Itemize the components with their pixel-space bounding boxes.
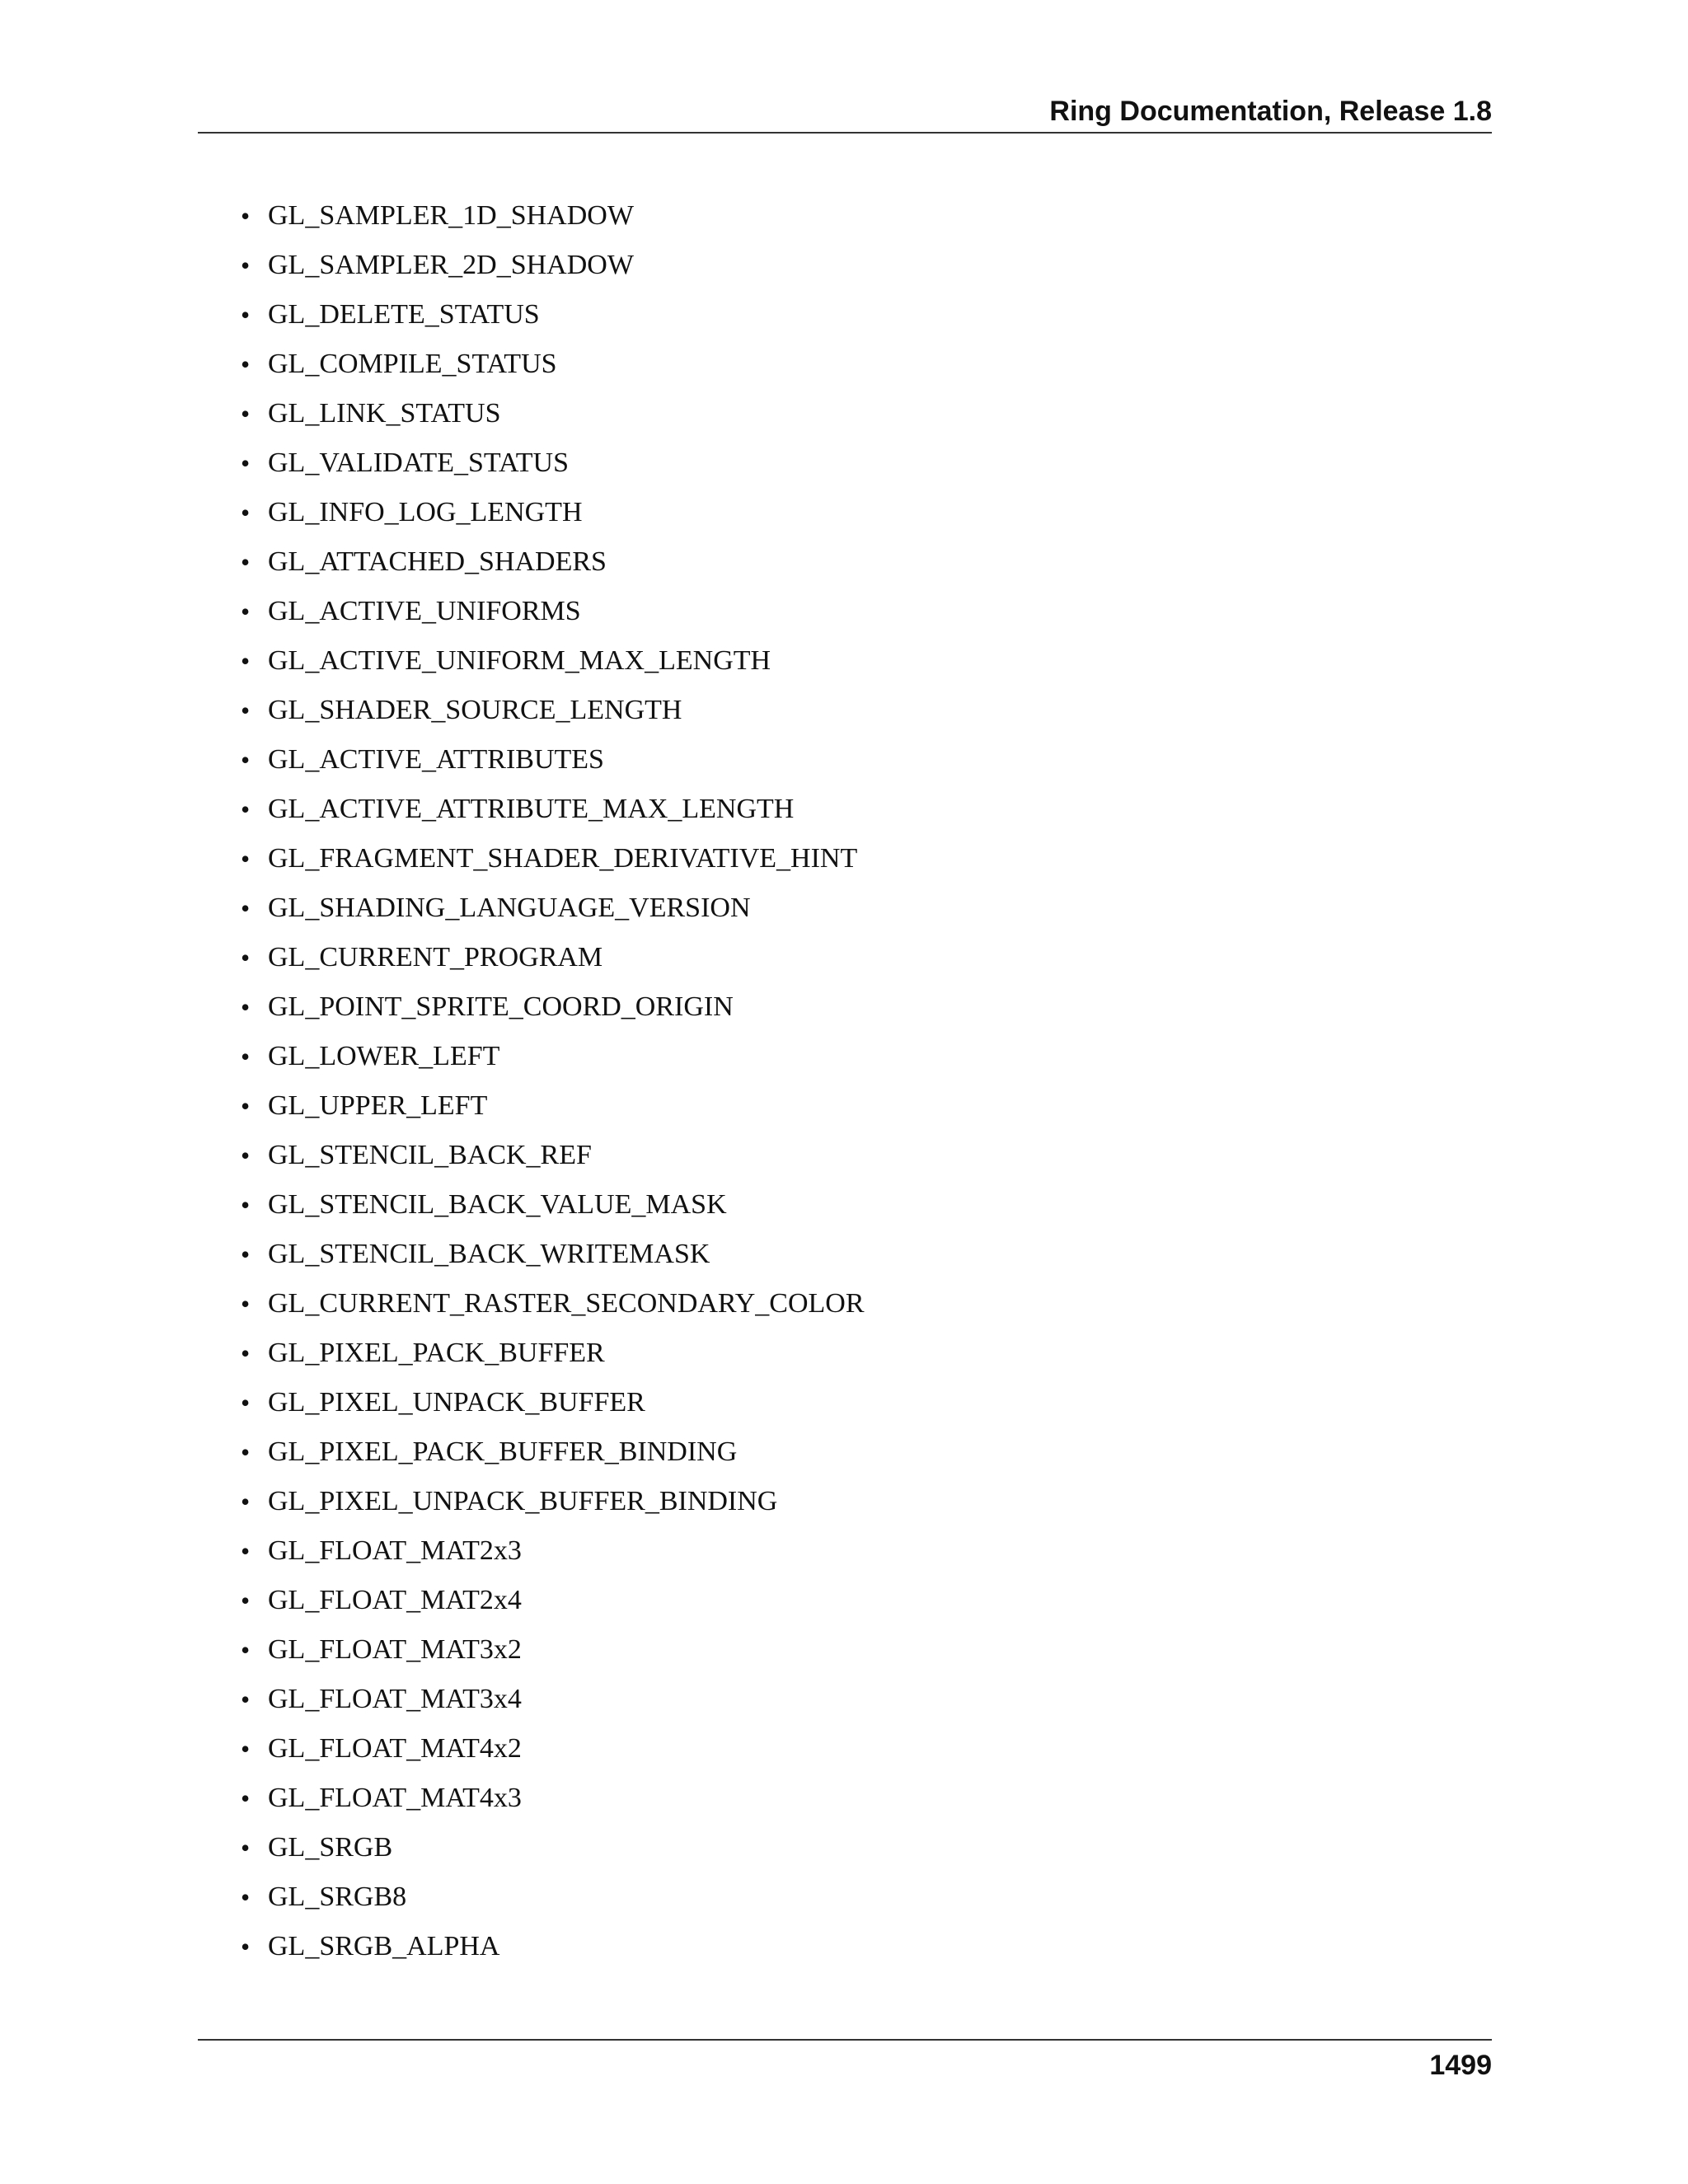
list-item-text: GL_SAMPLER_1D_SHADOW <box>268 200 634 231</box>
list-item-text: GL_PIXEL_UNPACK_BUFFER <box>268 1387 645 1418</box>
list-item-text: GL_CURRENT_RASTER_SECONDARY_COLOR <box>268 1288 865 1319</box>
list-item-text: GL_FLOAT_MAT2x4 <box>268 1585 522 1615</box>
list-item <box>0 1477 1236 1526</box>
list-item-text: GL_PIXEL_UNPACK_BUFFER_BINDING <box>268 1486 778 1516</box>
list-item-text: GL_FLOAT_MAT4x3 <box>268 1783 522 1813</box>
page-number: 1499 <box>1429 2050 1492 2081</box>
bullet-icon: • <box>241 992 251 1022</box>
bullet-icon: • <box>241 349 251 379</box>
list-item <box>0 686 1236 735</box>
bullet-icon: • <box>241 1536 251 1566</box>
list-item-text: GL_SRGB <box>268 1832 393 1863</box>
bullet-icon: • <box>241 1042 251 1071</box>
list-item <box>0 1625 1236 1675</box>
list-item <box>0 241 1236 290</box>
list-item <box>0 883 1236 933</box>
bullet-icon: • <box>241 1338 251 1368</box>
list-item <box>0 1922 1236 1971</box>
bullet-icon: • <box>241 201 251 231</box>
list-item <box>0 1032 1236 1081</box>
list-item <box>0 1329 1236 1378</box>
list-item-text: GL_SRGB_ALPHA <box>268 1931 500 1961</box>
list-item-text: GL_COMPILE_STATUS <box>268 349 557 379</box>
list-item <box>0 1279 1236 1329</box>
list-item <box>0 636 1236 686</box>
bullet-icon: • <box>241 1437 251 1467</box>
bullet-icon: • <box>241 399 251 429</box>
bullet-icon: • <box>241 696 251 725</box>
list-item-text: GL_STENCIL_BACK_VALUE_MASK <box>268 1189 727 1220</box>
bullet-icon: • <box>241 1734 251 1764</box>
bullet-icon: • <box>241 893 251 923</box>
list-item <box>0 735 1236 785</box>
list-item <box>0 1230 1236 1279</box>
list-item-text: GL_PIXEL_PACK_BUFFER_BINDING <box>268 1436 738 1467</box>
list-item <box>0 1823 1236 1872</box>
bullet-icon: • <box>241 1190 251 1220</box>
list-item <box>0 785 1236 834</box>
list-item-text: GL_LOWER_LEFT <box>268 1041 500 1071</box>
list-item-text: GL_ACTIVE_UNIFORM_MAX_LENGTH <box>268 645 771 676</box>
bullet-icon: • <box>241 943 251 972</box>
list-item <box>0 1081 1236 1131</box>
list-item-text: GL_INFO_LOG_LENGTH <box>268 497 583 527</box>
list-item <box>0 834 1236 883</box>
bullet-icon: • <box>241 597 251 626</box>
page-title: Ring Documentation, Release 1.8 <box>1049 96 1492 127</box>
list-item <box>0 290 1236 340</box>
bullet-icon: • <box>241 1932 251 1961</box>
bullet-icon: • <box>241 1783 251 1813</box>
bullet-icon: • <box>241 1685 251 1714</box>
list-item <box>0 389 1236 438</box>
bullet-icon: • <box>241 844 251 874</box>
list-item-text: GL_SHADING_LANGUAGE_VERSION <box>268 893 751 923</box>
list-item-text: GL_ACTIVE_ATTRIBUTE_MAX_LENGTH <box>268 794 795 824</box>
list-item-text: GL_FLOAT_MAT3x2 <box>268 1634 522 1665</box>
list-item-text: GL_DELETE_STATUS <box>268 299 540 330</box>
bullet-icon: • <box>241 1487 251 1516</box>
bullet-icon: • <box>241 1289 251 1319</box>
list-item-text: GL_SRGB8 <box>268 1882 407 1912</box>
bullet-icon: • <box>241 1141 251 1170</box>
list-item <box>0 1872 1236 1922</box>
list-item <box>0 1180 1236 1230</box>
list-item-text: GL_SAMPLER_2D_SHADOW <box>268 250 634 280</box>
list-item <box>0 537 1236 587</box>
bullet-icon: • <box>241 547 251 577</box>
list-item-text: GL_SHADER_SOURCE_LENGTH <box>268 695 682 725</box>
list-item <box>0 587 1236 636</box>
bullet-icon: • <box>241 300 251 330</box>
bullet-icon: • <box>241 794 251 824</box>
list-item-text: GL_ACTIVE_UNIFORMS <box>268 596 581 626</box>
list-item-text: GL_POINT_SPRITE_COORD_ORIGIN <box>268 991 734 1022</box>
list-item-text: GL_PIXEL_PACK_BUFFER <box>268 1338 605 1368</box>
list-item <box>0 1378 1236 1427</box>
list-item-text: GL_FLOAT_MAT3x4 <box>268 1684 522 1714</box>
list-item <box>0 438 1236 488</box>
list-item-text: GL_CURRENT_PROGRAM <box>268 942 603 972</box>
bullet-icon: • <box>241 498 251 527</box>
bullet-icon: • <box>241 448 251 478</box>
list-item-text: GL_FRAGMENT_SHADER_DERIVATIVE_HINT <box>268 843 858 874</box>
list-item-text: GL_ACTIVE_ATTRIBUTES <box>268 744 604 775</box>
page-header <box>198 91 1492 134</box>
list-item-text: GL_STENCIL_BACK_REF <box>268 1140 592 1170</box>
list-item-text: GL_ATTACHED_SHADERS <box>268 546 607 577</box>
bullet-icon: • <box>241 1833 251 1863</box>
bullet-icon: • <box>241 1091 251 1121</box>
list-item-text: GL_FLOAT_MAT4x2 <box>268 1733 522 1764</box>
bullet-icon: • <box>241 1635 251 1665</box>
bullet-icon: • <box>241 1240 251 1269</box>
list-item-text: GL_LINK_STATUS <box>268 398 501 429</box>
list-item <box>0 1526 1236 1576</box>
bullet-icon: • <box>241 745 251 775</box>
bullet-icon: • <box>241 1882 251 1912</box>
page-footer <box>198 2039 1492 2081</box>
bullet-icon: • <box>241 646 251 676</box>
list-item <box>0 1131 1236 1180</box>
list-item <box>0 1724 1236 1774</box>
list-item-text: GL_UPPER_LEFT <box>268 1090 488 1121</box>
list-item <box>0 1427 1236 1477</box>
list-item <box>0 1675 1236 1724</box>
list-item-text: GL_FLOAT_MAT2x3 <box>268 1535 522 1566</box>
list-item <box>0 488 1236 537</box>
list-item <box>0 191 1236 241</box>
list-item-text: GL_STENCIL_BACK_WRITEMASK <box>268 1239 710 1269</box>
list-item <box>0 1774 1236 1823</box>
list-item <box>0 1576 1236 1625</box>
bullet-icon: • <box>241 251 251 280</box>
list-item-text: GL_VALIDATE_STATUS <box>268 448 569 478</box>
bullet-icon: • <box>241 1586 251 1615</box>
list-item <box>0 982 1236 1032</box>
list-item <box>0 933 1236 982</box>
list-item <box>0 340 1236 389</box>
bullet-icon: • <box>241 1388 251 1418</box>
